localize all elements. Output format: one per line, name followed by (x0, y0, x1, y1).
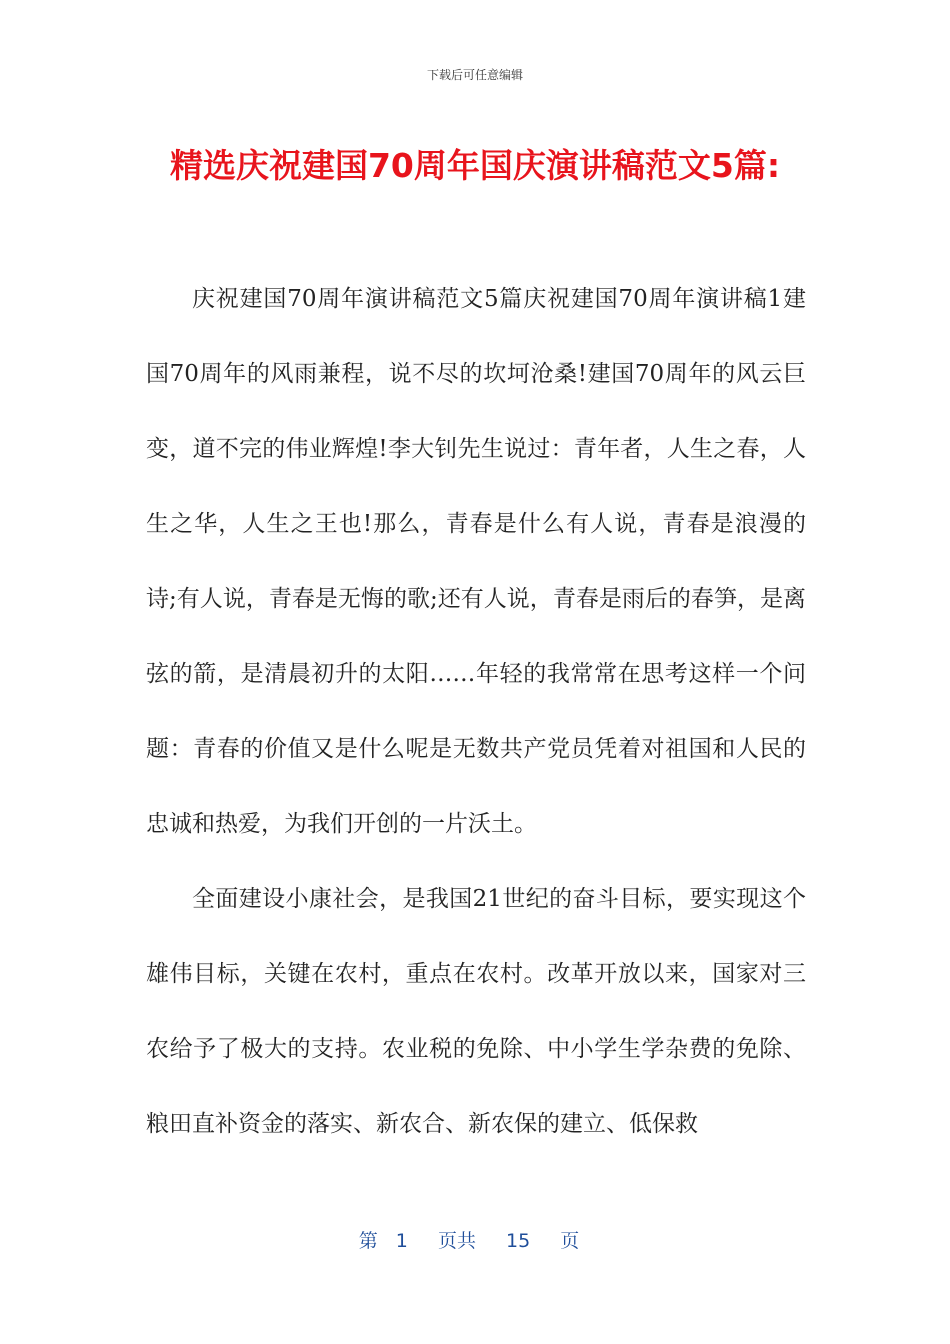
header-note: 下载后可任意编辑 (426, 68, 523, 82)
page-title: 精选庆祝建国70周年国庆演讲稿范文5篇: (169, 146, 781, 185)
document-body (146, 262, 806, 1162)
current-page-number: 1 (395, 1230, 408, 1252)
total-pages-number: 15 (506, 1230, 531, 1252)
page-footer (0, 1226, 950, 1253)
page-label-prefix: 第 (358, 1230, 378, 1252)
page-label-suffix: 页 (560, 1230, 580, 1252)
paragraph-1: 庆祝建国70周年演讲稿范文5篇庆祝建国70周年演讲稿1建国70周年的风雨兼程，说不尽的坎坷沧桑!建国70周年的风云巨变，道不完的伟业辉煌!李大钊先生说过：青年者，人生之春，人生之华，人生之王也!那么，青春是什么有人说，青春是浪漫的诗;有人说，青春是无悔的歌;还有人说，青春是雨后的春笋，是离弦的箭，是清晨初升的太阳……年轻的我常常在思考这样一个问题：青春的价值又是什么呢是无数共产党员凭着对祖国和人民的忠诚和热爱，为我们开创的一片沃土。 (146, 286, 806, 837)
page-label-mid: 页共 (437, 1230, 476, 1252)
paragraph-2: 全面建设小康社会，是我国21世纪的奋斗目标，要实现这个雄伟目标，关键在农村，重点在农村。改革开放以来，国家对三农给予了极大的支持。农业税的免除、中小学生学杂费的免除、粮田直补资金的落实、新农合、新农保的建立、低保救 (146, 886, 806, 1137)
